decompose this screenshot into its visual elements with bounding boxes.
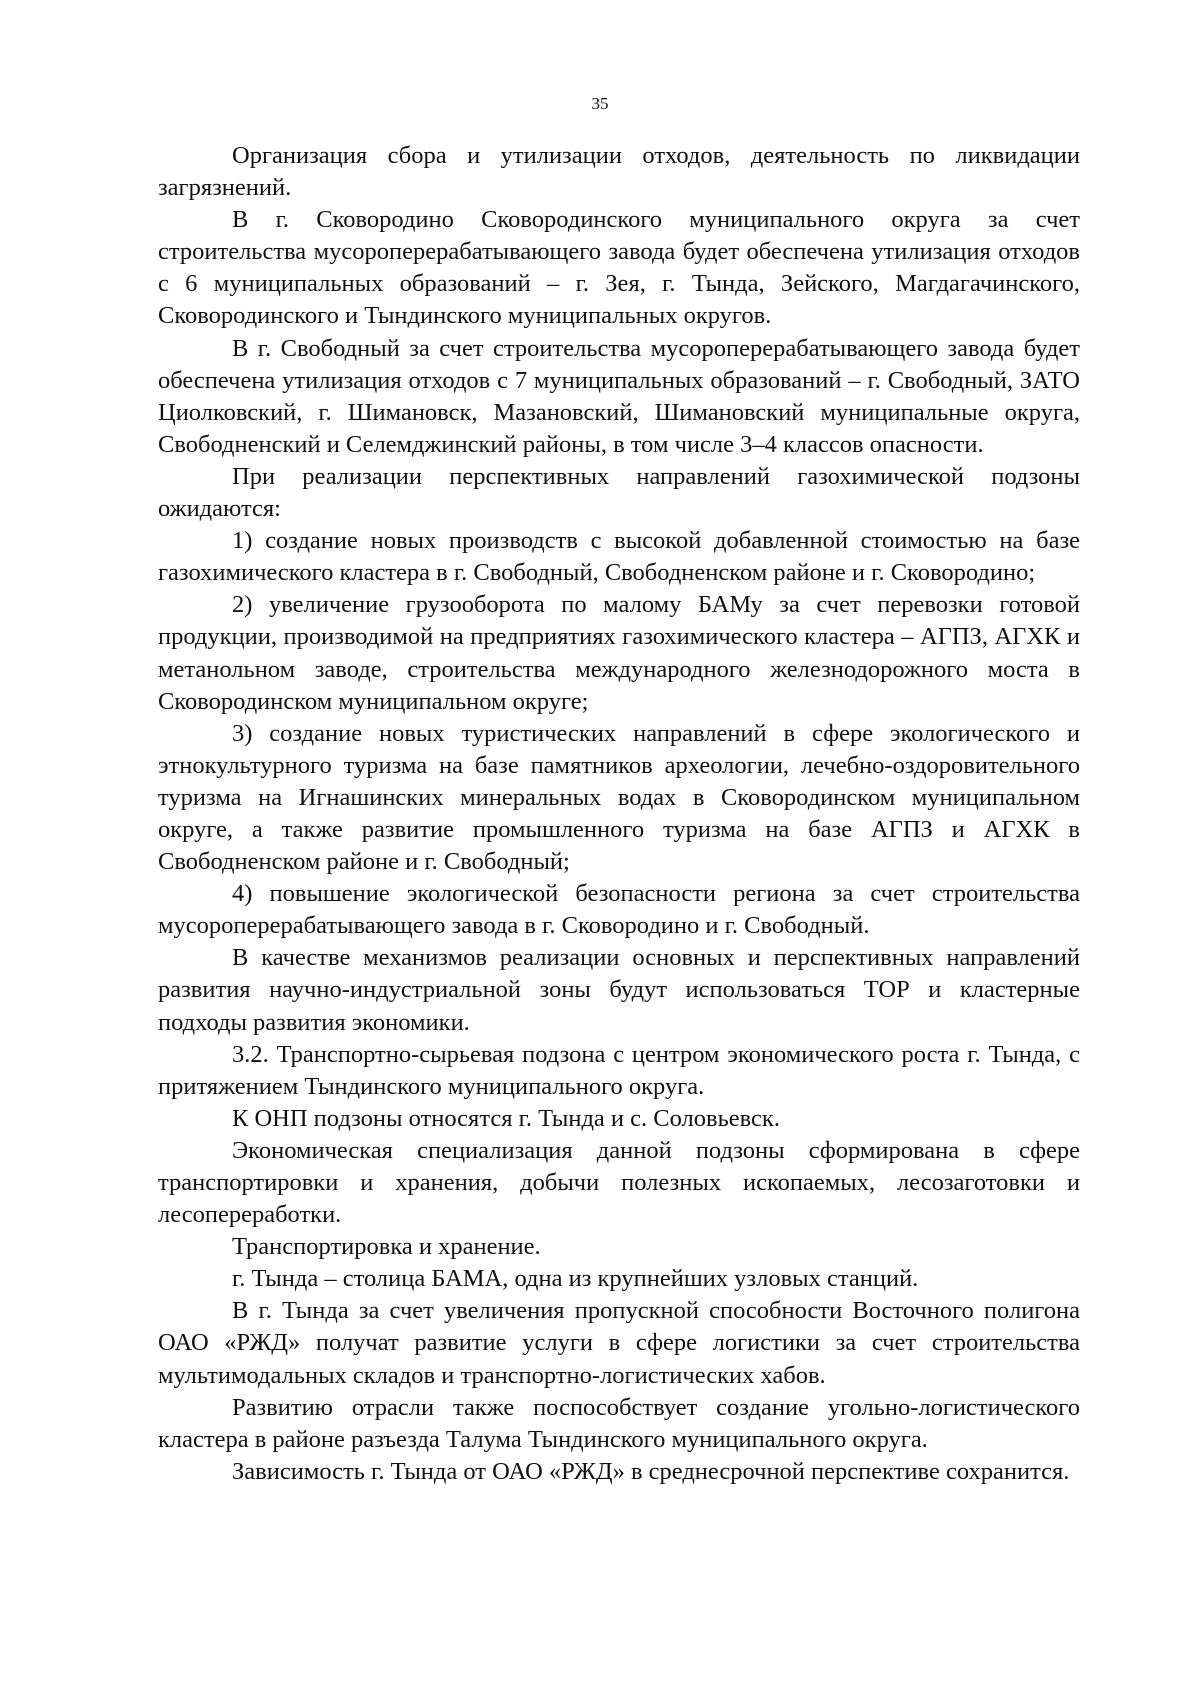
paragraph-economic-specialization: Экономическая специализация данной подзоны сформирована в сфере транспортировки и хранения, добычи полезных ископаемых, лесозаготовки и лесопереработки. xyxy=(158,1136,1080,1229)
paragraph-rzd-dependency: Зависимость г. Тында от ОАО «РЖД» в среднесрочной перспективе сохранится. xyxy=(232,1457,1070,1485)
list-item-2: 2) увеличение грузооборота по малому БАМу за счет перевозки готовой продукции, производимой на предприятиях газохимического кластера – АГПЗ, АГХК и метанольном заводе, строительства международного железнодорожного моста в Сковородинском муниципальном округе; xyxy=(158,591,1080,715)
paragraph-implementation-mechanisms: В качестве механизмов реализации основных и перспективных направлений развития научно-индустриальной зоны будут использоваться ТОР и кластерные подходы развития экономики. xyxy=(158,944,1080,1036)
paragraph-coal-logistics-cluster: Развитию отрасли также поспособствует создание угольно-логистического кластера в районе разъезда Талума Тындинского муниципального округа. xyxy=(158,1393,1080,1453)
document-body xyxy=(158,140,1080,1488)
list-item-4: 4) повышение экологической безопасности региона за счет строительства мусороперерабатывающего завода в г. Сковородино и г. Свободный. xyxy=(158,880,1080,940)
page-number: 35 xyxy=(591,94,609,113)
list-item-3: 3) создание новых туристических направлений в сфере экологического и этнокультурного туризма на базе памятников археологии, лечебно-оздоровительного туризма на Игнашинских минеральных водах в Сковородинском муниципальном округе, а также развитие промышленного туризма на базе АГПЗ и АГХК в Свободненском районе и г. Свободный; xyxy=(158,719,1080,876)
paragraph-svobodny-waste-plant: В г. Свободный за счет строительства мусороперерабатывающего завода будет обеспечена утилизация отходов с 7 муниципальных образований – г. Свободный, ЗАТО Циолковский, г. Шимановск, Мазановский, Шимановский муниципальные округа, Свободненский и Селемджинский районы, в том числе 3–4 классов опасности. xyxy=(158,334,1080,458)
list-item-1: 1) создание новых производств с высокой добавленной стоимостью на базе газохимического кластера в г. Свободный, Свободненском районе и г. Сковородино; xyxy=(158,527,1080,587)
paragraph-tynda-logistics: В г. Тында за счет увеличения пропускной способности Восточного полигона ОАО «РЖД» получат развитие услуги в сфере логистики за счет строительства мультимодальных складов и транспортно-логистических хабов. xyxy=(158,1297,1080,1389)
paragraph-gas-chemical-expectations: При реализации перспективных направлений газохимической подзоны ожидаются: xyxy=(158,462,1080,523)
paragraph-onp-subzone: К ОНП подзоны относятся г. Тында и с. Соловьевск. xyxy=(232,1104,780,1132)
section-heading-3-2: 3.2. Транспортно-сырьевая подзона с центром экономического роста г. Тында, с притяжением Тындинского муниципального округа. xyxy=(158,1040,1080,1100)
paragraph-transport-storage-heading: Транспортировка и хранение. xyxy=(232,1233,541,1261)
paragraph-skovorodino-waste-plant: В г. Сковородино Сковородинского муниципального округа за счет строительства мусороперерабатывающего завода будет обеспечена утилизация отходов с 6 муниципальных образований – г. Зея, г. Тында, Зейского, Магдагачинского, Сковородинского и Тындинского муниципальных округов. xyxy=(158,206,1080,330)
paragraph-waste-management-heading: Организация сбора и утилизации отходов, деятельность по ликвидации загрязнений. xyxy=(158,142,1080,202)
paragraph-tynda-capital: г. Тында – столица БАМА, одна из крупнейших узловых станций. xyxy=(232,1265,919,1293)
